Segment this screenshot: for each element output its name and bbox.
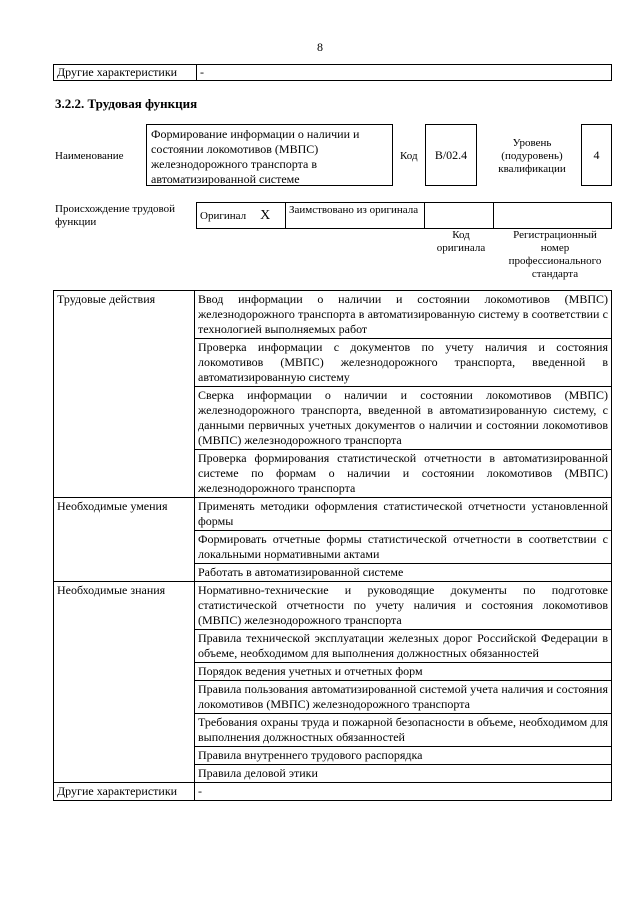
function-code-box: В/02.4 xyxy=(425,124,477,186)
section-title: 3.2.2. Трудовая функция xyxy=(55,96,198,111)
table-row xyxy=(54,582,612,630)
origin-table xyxy=(196,202,612,229)
original-cell xyxy=(197,203,286,229)
reg-number-label: Регистрационный номер профессионального стандарта xyxy=(508,229,602,280)
page-number: 8 xyxy=(317,40,323,54)
reg-number-cell xyxy=(494,203,612,229)
row-item: Проверка формирования статистической отчетности в автоматизированной системе по формам о наличии и состоянии локомотивов (МВПС) железнодорожного транспорта xyxy=(195,450,612,498)
row-item: Правила технической эксплуатации железных дорог Российской Федерации в объеме, необходимом для выполнения должностных обязанностей xyxy=(195,630,612,663)
row-item: Работать в автоматизированной системе xyxy=(195,564,612,582)
row-item: Нормативно-технические и руководящие документы по подготовке статистической отчетности по учету наличия и состояния локомотивов (МВПС) железнодорожного транспорта xyxy=(195,582,612,630)
table-row xyxy=(54,498,612,531)
code-label: Код xyxy=(400,150,418,162)
origin-label: Происхождение трудовой функции xyxy=(55,203,176,228)
row-label: Необходимые умения xyxy=(54,498,195,582)
row-item: Ввод информации о наличии и состоянии локомотивов (МВПС) железнодорожного транспорта в автоматизированную систему в соответствии с технологией выполняемых работ xyxy=(195,291,612,339)
top-characteristics-table xyxy=(53,64,612,81)
row-item: Формировать отчетные формы статистической отчетности в соответствии с локальными нормативными актами xyxy=(195,531,612,564)
name-label: Наименование xyxy=(55,150,124,162)
row-label: Необходимые знания xyxy=(54,582,195,783)
row-item: Порядок ведения учетных и отчетных форм xyxy=(195,663,612,681)
row-item: Сверка информации о наличии и состоянии локомотивов (МВПС) железнодорожного транспорта, введенной в автоматизированную систему, с данными первичных учетных документов о наличии и состоянии локомотивов (МВПС) железнодорожного транспорта xyxy=(195,387,612,450)
code-original-label: Код оригинала xyxy=(436,229,486,254)
row-item: Правила деловой этики xyxy=(195,765,612,783)
table-row xyxy=(54,783,612,801)
table-row xyxy=(54,65,612,81)
other-characteristics-label: Другие характеристики xyxy=(54,783,195,801)
other-characteristics-value: - xyxy=(195,783,612,801)
row-item: Проверка информации с документов по учету наличия и состояния локомотивов (МВПС) железнодорожного транспорта, введенной в автоматизированную систему xyxy=(195,339,612,387)
function-name-box: Формирование информации о наличии и состоянии локомотивов (МВПС) железнодорожного транспорта в автоматизированной системе xyxy=(146,124,393,186)
row-item: Правила внутреннего трудового распорядка xyxy=(195,747,612,765)
level-label: Уровень (подуровень) квалификации xyxy=(498,137,566,175)
original-label: Оригинал xyxy=(200,209,247,222)
function-details-table xyxy=(53,290,612,801)
qualification-level-box: 4 xyxy=(581,124,612,186)
row-item: Применять методики оформления статистической отчетности установленной формы xyxy=(195,498,612,531)
row-item: Требования охраны труда и пожарной безопасности в объеме, необходимом для выполнения должностных обязанностей xyxy=(195,714,612,747)
row-item: Правила пользования автоматизированной системой учета наличия и состояния локомотивов (МВПС) железнодорожного транспорта xyxy=(195,681,612,714)
table-row xyxy=(197,203,612,229)
row-label: Трудовые действия xyxy=(54,291,195,498)
code-original-cell xyxy=(425,203,494,229)
borrowed-cell: Заимствовано из оригинала xyxy=(286,203,425,229)
original-mark: X xyxy=(260,207,271,223)
other-characteristics-value: - xyxy=(197,65,612,81)
other-characteristics-label: Другие характеристики xyxy=(54,65,197,81)
table-row xyxy=(54,291,612,339)
